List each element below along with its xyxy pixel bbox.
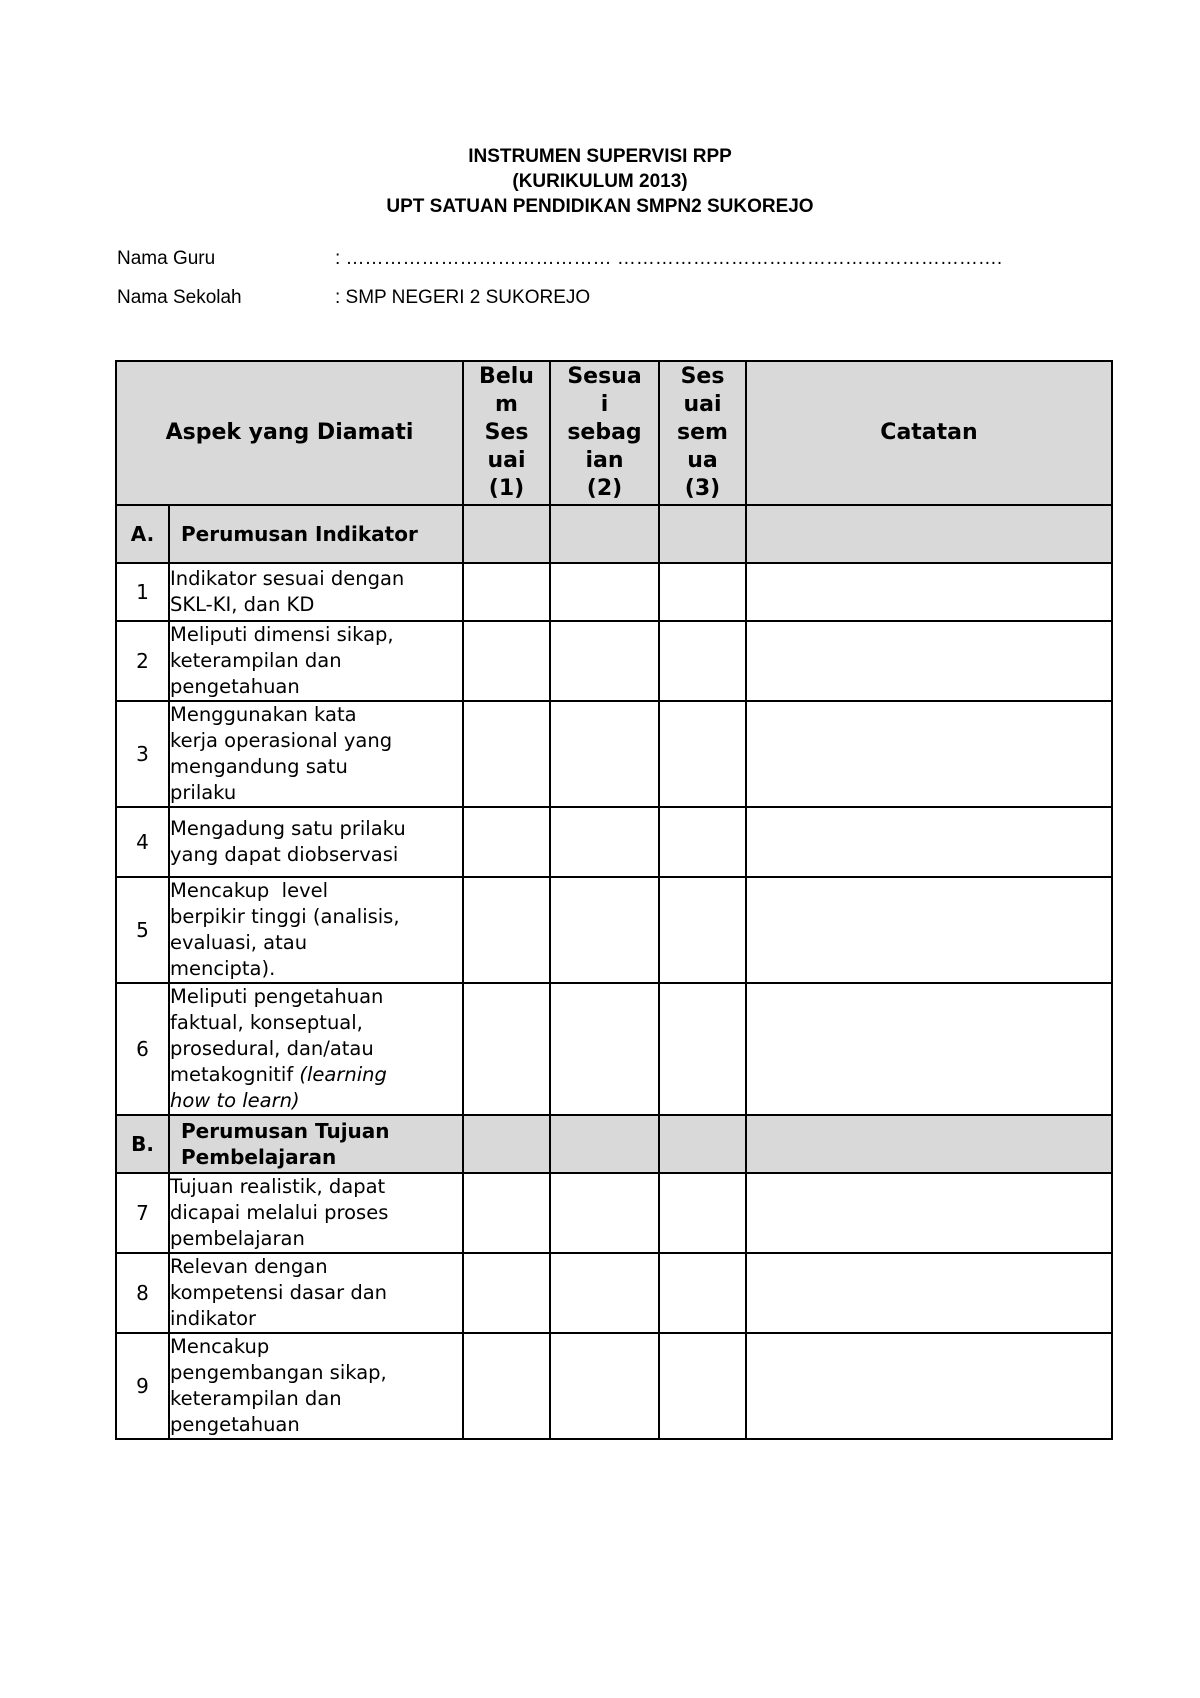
- row-description: [169, 621, 463, 701]
- catatan-cell: [746, 505, 1112, 563]
- catatan-cell[interactable]: [746, 563, 1112, 621]
- header-col2-line: ian: [585, 448, 624, 473]
- rating-cell-2[interactable]: [550, 563, 659, 621]
- row-description: [169, 807, 463, 877]
- rating-cell-3: [659, 505, 746, 563]
- header-col1-line: uai: [487, 448, 526, 473]
- catatan-cell[interactable]: [746, 877, 1112, 983]
- header-col2-line: i: [600, 392, 609, 417]
- row-description: [169, 563, 463, 621]
- sekolah-label: Nama Sekolah: [117, 287, 242, 308]
- rating-cell-2[interactable]: [550, 701, 659, 807]
- header-col1-line: Belu: [479, 364, 534, 389]
- rating-cell-3: [659, 1115, 746, 1173]
- row-description: [169, 877, 463, 983]
- table-row: [116, 701, 1112, 807]
- rating-cell-1[interactable]: [463, 983, 550, 1115]
- desc-emphasis: (learning: [299, 1063, 387, 1086]
- header-col3-line: Ses: [680, 364, 725, 389]
- section-row-b: [116, 1115, 1112, 1173]
- rating-cell-1[interactable]: [463, 1333, 550, 1439]
- row-description: [169, 983, 463, 1115]
- desc-line: Meliputi pengetahuan: [170, 985, 384, 1008]
- section-title-line: Pembelajaran: [181, 1145, 337, 1169]
- section-title-line: Perumusan Tujuan: [181, 1119, 390, 1143]
- rating-cell-3[interactable]: [659, 621, 746, 701]
- rating-cell-2[interactable]: [550, 983, 659, 1115]
- section-letter: B.: [116, 1115, 169, 1173]
- catatan-cell[interactable]: [746, 1253, 1112, 1333]
- table-row: [116, 1333, 1112, 1439]
- rating-cell-1[interactable]: [463, 1253, 550, 1333]
- section-title: Perumusan Indikator: [169, 505, 463, 563]
- header-col1-line: Ses: [484, 420, 529, 445]
- desc-line: Tujuan realistik, dapat: [170, 1175, 386, 1198]
- desc-line: mengandung satu: [170, 755, 348, 778]
- header-aspek: Aspek yang Diamati: [116, 361, 463, 505]
- row-number: 2: [116, 621, 169, 701]
- table-row: [116, 807, 1112, 877]
- doc-title-line1: INSTRUMEN SUPERVISI RPP: [468, 146, 732, 167]
- header-col2-line: Sesua: [567, 364, 642, 389]
- row-number: 9: [116, 1333, 169, 1439]
- rating-cell-2[interactable]: [550, 1333, 659, 1439]
- table-row: [116, 1253, 1112, 1333]
- rating-cell-1[interactable]: [463, 563, 550, 621]
- desc-line: prilaku: [170, 781, 237, 804]
- header-col3-line: sem: [677, 420, 728, 445]
- rating-cell-2[interactable]: [550, 1173, 659, 1253]
- rating-cell-2[interactable]: [550, 1253, 659, 1333]
- header-col2-line: (2): [586, 476, 623, 501]
- header-col3-line: ua: [687, 448, 718, 473]
- desc-line: dicapai melalui proses: [170, 1201, 389, 1224]
- sekolah-value: : SMP NEGERI 2 SUKOREJO: [335, 287, 591, 308]
- rating-cell-3[interactable]: [659, 1173, 746, 1253]
- rating-cell-2[interactable]: [550, 621, 659, 701]
- guru-label: Nama Guru: [117, 248, 216, 269]
- table-row: [116, 1173, 1112, 1253]
- rating-cell-1: [463, 1115, 550, 1173]
- rating-cell-3[interactable]: [659, 701, 746, 807]
- header-sesuai-sebagian: [550, 361, 659, 505]
- rating-cell-3[interactable]: [659, 983, 746, 1115]
- row-description: [169, 1173, 463, 1253]
- section-title: [169, 1115, 463, 1173]
- desc-line: kerja operasional yang: [170, 729, 393, 752]
- desc-line: mencipta).: [170, 957, 276, 980]
- header-catatan: Catatan: [746, 361, 1112, 505]
- desc-line: Meliputi dimensi sikap,: [170, 623, 394, 646]
- desc-line: Mencakup level: [170, 879, 329, 902]
- rating-cell-3[interactable]: [659, 807, 746, 877]
- header-col3-line: uai: [683, 392, 722, 417]
- header-col3-line: (3): [684, 476, 721, 501]
- rating-cell-1: [463, 505, 550, 563]
- row-number: 6: [116, 983, 169, 1115]
- row-description: [169, 701, 463, 807]
- desc-line: [170, 1062, 462, 1088]
- row-number: 5: [116, 877, 169, 983]
- catatan-cell: [746, 1115, 1112, 1173]
- row-description: [169, 1333, 463, 1439]
- desc-line: kompetensi dasar dan: [170, 1281, 388, 1304]
- desc-line: evaluasi, atau: [170, 931, 308, 954]
- rating-cell-3[interactable]: [659, 563, 746, 621]
- rating-cell-2[interactable]: [550, 877, 659, 983]
- desc-line: Mencakup: [170, 1335, 270, 1358]
- row-number: 4: [116, 807, 169, 877]
- rating-cell-3[interactable]: [659, 1333, 746, 1439]
- section-letter: A.: [116, 505, 169, 563]
- desc-text: metakognitif: [170, 1063, 300, 1086]
- desc-line: pengetahuan: [170, 1413, 300, 1436]
- desc-line: keterampilan dan: [170, 649, 342, 672]
- catatan-cell[interactable]: [746, 701, 1112, 807]
- rating-cell-1[interactable]: [463, 807, 550, 877]
- rating-cell-1[interactable]: [463, 621, 550, 701]
- section-row-a: [116, 505, 1112, 563]
- desc-line: pengembangan sikap,: [170, 1361, 387, 1384]
- supervision-table: [115, 360, 1113, 1440]
- rating-cell-1[interactable]: [463, 1173, 550, 1253]
- desc-emphasis: how to learn): [170, 1089, 300, 1112]
- header-belum-sesuai: [463, 361, 550, 505]
- catatan-cell[interactable]: [746, 1333, 1112, 1439]
- row-description: [169, 1253, 463, 1333]
- rating-cell-2: [550, 1115, 659, 1173]
- desc-line: Menggunakan kata: [170, 703, 357, 726]
- row-number: 7: [116, 1173, 169, 1253]
- desc-line: berpikir tinggi (analisis,: [170, 905, 400, 928]
- table-row: [116, 983, 1112, 1115]
- catatan-cell[interactable]: [746, 983, 1112, 1115]
- doc-title-line2: (KURIKULUM 2013): [512, 171, 688, 192]
- desc-line: keterampilan dan: [170, 1387, 342, 1410]
- catatan-cell[interactable]: [746, 621, 1112, 701]
- rating-cell-3[interactable]: [659, 1253, 746, 1333]
- header-sesuai-semua: [659, 361, 746, 505]
- header-col1-line: m: [495, 392, 518, 417]
- desc-line: Relevan dengan: [170, 1255, 328, 1278]
- desc-line: prosedural, dan/atau: [170, 1037, 374, 1060]
- desc-line: Mengadung satu prilaku: [170, 817, 406, 840]
- desc-line: pembelajaran: [170, 1227, 305, 1250]
- catatan-cell[interactable]: [746, 1173, 1112, 1253]
- desc-line: SKL-KI, dan KD: [170, 593, 315, 616]
- desc-line: pengetahuan: [170, 675, 300, 698]
- desc-line: indikator: [170, 1307, 257, 1330]
- guru-value: : …………………………………… …………………………………………………….: [335, 248, 1003, 269]
- row-number: 3: [116, 701, 169, 807]
- header-col2-line: sebag: [567, 420, 642, 445]
- rating-cell-2[interactable]: [550, 807, 659, 877]
- row-number: 8: [116, 1253, 169, 1333]
- rating-cell-1[interactable]: [463, 701, 550, 807]
- table-header-row: [116, 361, 1112, 505]
- catatan-cell[interactable]: [746, 807, 1112, 877]
- rating-cell-1[interactable]: [463, 877, 550, 983]
- table-row: [116, 621, 1112, 701]
- desc-line: faktual, konseptual,: [170, 1011, 363, 1034]
- doc-title-line3: UPT SATUAN PENDIDIKAN SMPN2 SUKOREJO: [386, 196, 814, 217]
- rating-cell-2: [550, 505, 659, 563]
- header-col1-line: (1): [488, 476, 525, 501]
- table-row: [116, 877, 1112, 983]
- desc-line: yang dapat diobservasi: [170, 843, 399, 866]
- rating-cell-3[interactable]: [659, 877, 746, 983]
- desc-line: Indikator sesuai dengan: [170, 567, 405, 590]
- table-row: [116, 563, 1112, 621]
- row-number: 1: [116, 563, 169, 621]
